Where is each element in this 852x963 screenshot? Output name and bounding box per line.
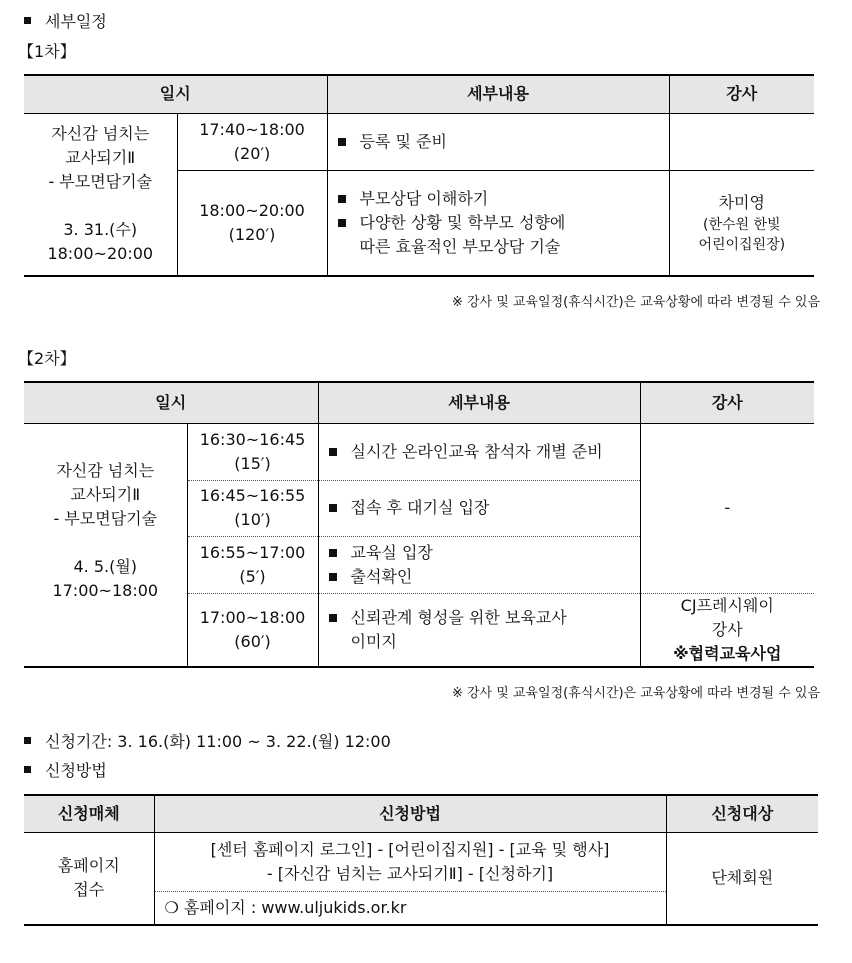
bullet-square-icon — [24, 766, 31, 773]
session1-row-time — [177, 170, 327, 276]
application-method-title-text: 신청방법 — [45, 761, 107, 780]
list-item-text: 출석확인 — [350, 566, 413, 586]
session1-topic-cell — [24, 113, 177, 276]
application-method-title — [24, 758, 107, 781]
session1-row-content — [327, 170, 669, 276]
list-item-text: 접속 후 대기실 입장 — [350, 498, 490, 517]
bullet-square-icon — [329, 573, 337, 581]
instructor-role: 강사 — [711, 619, 743, 639]
path-line: [센터 홈페이지 로그인] - [어린이집지원] - [교육 및 행사] — [210, 839, 610, 859]
application-table — [24, 794, 818, 926]
bullet-square-icon — [24, 17, 31, 24]
list-item — [329, 440, 640, 464]
application-header-target: 신청대상 — [666, 795, 818, 832]
session2-header-instructor: 강사 — [640, 382, 814, 423]
session2-row-time — [187, 593, 318, 667]
instructor-affiliation: (한수원 한빛 — [702, 216, 781, 233]
session2-date: 4. 5.(월) — [73, 556, 138, 576]
topic-line: 자신감 넘치는 — [51, 124, 150, 144]
list-item — [329, 541, 640, 565]
instructor-name: CJ프레시웨이 — [680, 595, 774, 615]
row-time: 16:45~16:55 — [199, 486, 306, 505]
list-item-text: 실시간 온라인교육 참석자 개별 준비 — [350, 441, 603, 461]
topic-line: 교사되기Ⅱ — [70, 484, 141, 504]
list-item — [338, 187, 669, 211]
session1-instructor-empty — [669, 113, 814, 170]
list-item-text: 부모상담 이해하기 — [359, 188, 489, 208]
bullet-square-icon — [329, 448, 337, 456]
list-item — [329, 565, 640, 589]
application-header-medium: 신청매체 — [24, 795, 154, 832]
row-time: 16:30~16:45 — [199, 429, 306, 449]
session1-time: 18:00~20:00 — [47, 244, 154, 264]
session2-time: 17:00~18:00 — [52, 580, 159, 600]
list-item-text: 등록 및 준비 — [359, 131, 447, 151]
application-target: 단체회원 — [666, 832, 818, 925]
list-item — [329, 606, 640, 654]
session2-instructor — [640, 593, 814, 667]
list-item-text — [351, 606, 567, 654]
session2-topic-cell — [24, 423, 187, 667]
instructor-program: ※협력교육사업 — [673, 643, 782, 663]
list-item-text: 교육실 입장 — [350, 542, 433, 562]
medium-line: 홈페이지 — [57, 856, 120, 876]
row-duration: (60′) — [234, 631, 271, 651]
bullet-square-icon — [329, 549, 337, 557]
row-time: 16:55~17:00 — [199, 542, 306, 562]
bullet-square-icon — [329, 504, 337, 512]
session2-note: ※ 강사 및 교육일정(휴식시간)은 교육상황에 따라 변경될 수 있음 — [451, 686, 820, 701]
session1-label: 【1차】 — [18, 42, 76, 61]
session1-header-instructor: 강사 — [669, 75, 814, 113]
instructor-affiliation: 어린이집원장) — [698, 236, 786, 253]
application-homepage[interactable]: ❍ 홈페이지 : www.uljukids.or.kr — [154, 891, 666, 925]
session1-note: ※ 강사 및 교육일정(휴식시간)은 교육상황에 따라 변경될 수 있음 — [451, 295, 820, 310]
session2-row-content — [318, 593, 640, 667]
session1-instructor — [669, 170, 814, 276]
session1-table — [24, 74, 814, 277]
list-item-line: 이미지 — [350, 631, 397, 651]
application-period — [24, 729, 391, 752]
session2-topic-block — [24, 459, 187, 603]
session2-row-time — [187, 480, 318, 536]
row-duration: (20′) — [233, 143, 271, 163]
application-path-cell — [154, 832, 666, 891]
list-item-line: 따른 효율적인 부모상담 기술 — [359, 236, 561, 256]
topic-line: 교사되기Ⅱ — [65, 148, 136, 168]
list-item-line: 신뢰관계 형성을 위한 보육교사 — [350, 607, 567, 627]
bullet-square-icon — [329, 614, 337, 622]
application-header-method: 신청방법 — [154, 795, 666, 832]
bullet-square-icon — [24, 737, 31, 744]
path-line: - [자신감 넘치는 교사되기Ⅱ] - [신청하기] — [266, 863, 554, 883]
row-time: 17:00~18:00 — [199, 607, 306, 627]
session2-row-content — [318, 536, 640, 593]
bullet-square-icon — [338, 219, 346, 227]
session2-header-content: 세부내용 — [318, 382, 640, 423]
topic-line: 자신감 넘치는 — [56, 460, 155, 480]
session2-label: 【2차】 — [18, 349, 76, 368]
bullet-square-icon — [338, 138, 346, 146]
application-medium-cell — [24, 832, 154, 925]
session1-header-datetime: 일시 — [24, 75, 327, 113]
session2-instructor-dash: - — [640, 423, 814, 593]
section-title — [24, 9, 107, 32]
session2-row-content — [318, 423, 640, 480]
session1-date: 3. 31.(수) — [63, 220, 138, 240]
topic-line: - 부모면담기술 — [48, 172, 153, 192]
session2-row-time — [187, 536, 318, 593]
session2-header-datetime: 일시 — [24, 382, 318, 423]
list-item-line: 다양한 상황 및 학부모 성향에 — [359, 212, 566, 232]
session2-table — [24, 381, 814, 668]
session2-row-time — [187, 423, 318, 480]
list-item-text — [360, 211, 566, 259]
application-period-text: 신청기간: 3. 16.(화) 11:00 ~ 3. 22.(월) 12:00 — [45, 732, 391, 751]
instructor-name: 차미영 — [718, 192, 765, 212]
row-time: 17:40~18:00 — [199, 119, 305, 139]
row-duration: (10′) — [234, 510, 271, 529]
session1-row-content — [327, 113, 669, 170]
list-item — [329, 496, 640, 520]
row-duration: (120′) — [228, 224, 276, 244]
session2-row-content — [318, 480, 640, 536]
bullet-square-icon — [338, 195, 346, 203]
list-item — [338, 130, 669, 154]
row-duration: (5′) — [239, 566, 266, 586]
topic-line: - 부모면담기술 — [53, 508, 158, 528]
list-item — [338, 211, 669, 259]
section-title-text: 세부일정 — [45, 12, 107, 31]
row-time: 18:00~20:00 — [199, 200, 305, 220]
session1-header-content: 세부내용 — [327, 75, 669, 113]
session1-row-time — [177, 113, 327, 170]
row-duration: (15′) — [234, 453, 271, 473]
medium-line: 접수 — [73, 880, 105, 900]
